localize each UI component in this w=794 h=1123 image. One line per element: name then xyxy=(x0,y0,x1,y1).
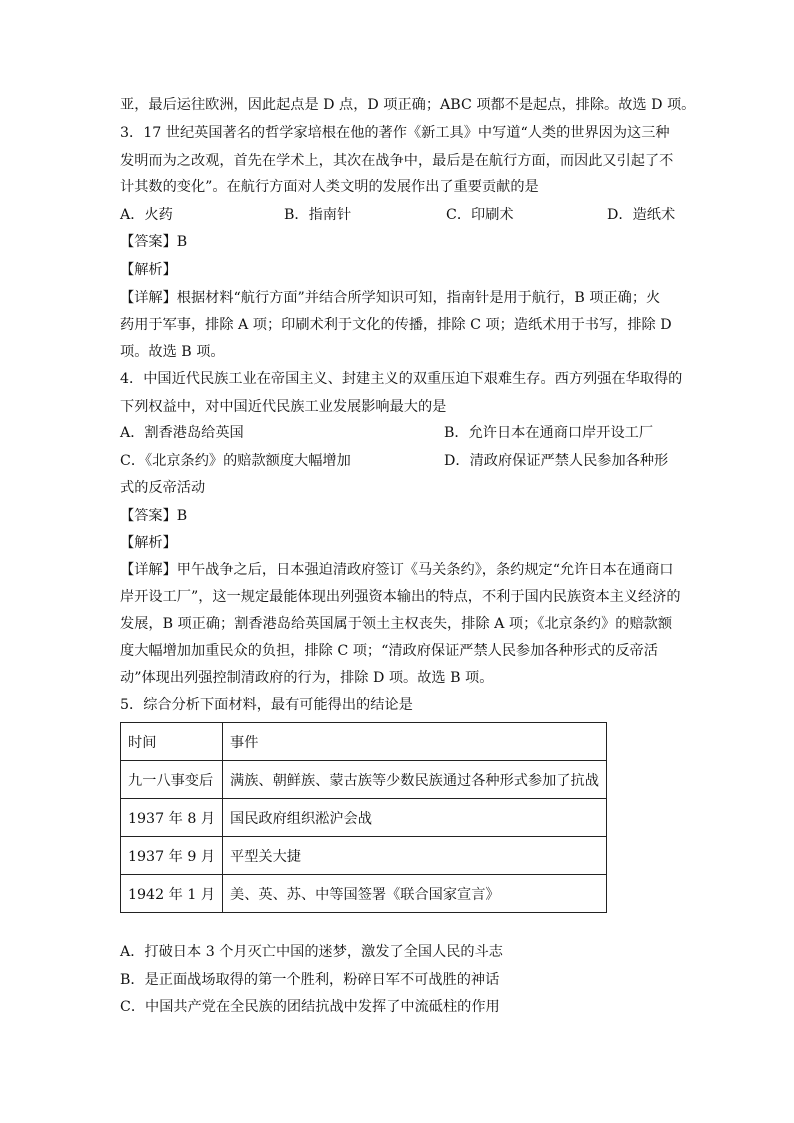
question-3-stem-line-3: 计其数的变化”。在航行方面对人类文明的发展作出了重要贡献的是 xyxy=(120,179,539,195)
question-3-detail-line-3: 项。故选 B 项。 xyxy=(120,344,225,360)
table-cell-event: 平型关大捷 xyxy=(223,837,607,875)
table-row xyxy=(121,875,607,913)
question-4-option-c: C．《北京条约》的赔款额度大幅增加 xyxy=(120,453,351,469)
question-5-option-c: C．中国共产党在全民族的团结抗战中发挥了中流砥柱的作用 xyxy=(120,999,500,1015)
question-3-option-b: B．指南针 xyxy=(284,207,352,223)
table-cell-time: 1942 年 1 月 xyxy=(121,875,223,913)
question-3-option-a: A．火药 xyxy=(120,207,173,223)
question-4-option-b: B．允许日本在通商口岸开设工厂 xyxy=(444,425,654,441)
question-5-option-a: A．打破日本 3 个月灭亡中国的迷梦，激发了全国人民的斗志 xyxy=(120,944,503,960)
question-4-detail-line-2: 岸开设工厂”，这一规定最能体现出列强资本输出的特点，不利于国内民族资本主义经济的 xyxy=(120,589,681,605)
question-3-analysis-heading: 【解析】 xyxy=(120,262,177,278)
table-header-event: 事件 xyxy=(223,723,607,761)
question-4-stem-line-2: 下列权益中，对中国近代民族工业发展影响最大的是 xyxy=(120,399,447,415)
question-3-stem-line-2: 发明而为之改观，首先在学术上，其次在战争中，最后是在航行方面，而因此又引起了不 xyxy=(120,153,674,169)
question-4-answer: 【答案】B xyxy=(120,508,188,524)
question-3-option-c: C．印刷术 xyxy=(446,207,514,223)
question-3-option-d: D．造纸术 xyxy=(607,207,676,223)
continued-explanation-line: 亚，最后运往欧洲，因此起点是 D 点，D 项正确；ABC 项都不是起点，排除。故选 D 项。 xyxy=(120,97,696,113)
question-4-stem-line-1: 4．中国近代民族工业在帝国主义、封建主义的双重压迫下艰难生存。西方列强在华取得的 xyxy=(120,371,683,387)
table-row xyxy=(121,761,607,799)
question-4-detail-line-4: 度大幅增加加重民众的负担，排除 C 项；“清政府保证严禁人民参加各种形式的反帝活 xyxy=(120,643,658,659)
table-row xyxy=(121,837,607,875)
question-4-detail-line-1: 【详解】甲午战争之后，日本强迫清政府签订《马关条约》，条约规定“允许日本在通商口 xyxy=(120,562,674,578)
table-cell-time: 1937 年 9 月 xyxy=(121,837,223,875)
question-3-stem-line-1: 3．17 世纪英国著名的哲学家培根在他的著作《新工具》中写道“人类的世界因为这三种 xyxy=(120,125,670,141)
table-header-time: 时间 xyxy=(121,723,223,761)
question-4-detail-line-3: 发展，B 项正确；割香港岛给英国属于领土主权丧失，排除 A 项；《北京条约》的赔款额 xyxy=(120,616,673,632)
table-cell-time: 九一八事变后 xyxy=(121,761,223,799)
question-3-detail-line-1: 【详解】根据材料“航行方面”并结合所学知识可知，指南针是用于航行，B 项正确；火 xyxy=(120,290,661,306)
table-cell-event: 美、英、苏、中等国签署《联合国家宣言》 xyxy=(223,875,607,913)
question-5-stem: 5．综合分析下面材料，最有可能得出的结论是 xyxy=(120,697,413,713)
table-cell-event: 满族、朝鲜族、蒙古族等少数民族通过各种形式参加了抗战 xyxy=(223,761,607,799)
table-cell-time: 1937 年 8 月 xyxy=(121,799,223,837)
material-table xyxy=(120,722,607,913)
table-row xyxy=(121,799,607,837)
question-3-detail-line-2: 药用于军事，排除 A 项；印刷术利于文化的传播，排除 C 项；造纸术用于书写，排除 D xyxy=(120,317,672,333)
question-4-analysis-heading: 【解析】 xyxy=(120,535,177,551)
question-5-option-b: B．是正面战场取得的第一个胜利，粉碎日军不可战胜的神话 xyxy=(120,972,500,988)
question-4-option-d-continued: 式的反帝活动 xyxy=(120,480,206,496)
table-cell-event: 国民政府组织淞沪会战 xyxy=(223,799,607,837)
question-4-option-d: D．清政府保证严禁人民参加各种形 xyxy=(444,453,669,469)
question-4-option-a: A．割香港岛给英国 xyxy=(120,425,244,441)
question-4-detail-line-5: 动”体现出列强控制清政府的行为，排除 D 项。故选 B 项。 xyxy=(120,670,494,686)
table-header-row xyxy=(121,723,607,761)
question-3-answer: 【答案】B xyxy=(120,234,188,250)
